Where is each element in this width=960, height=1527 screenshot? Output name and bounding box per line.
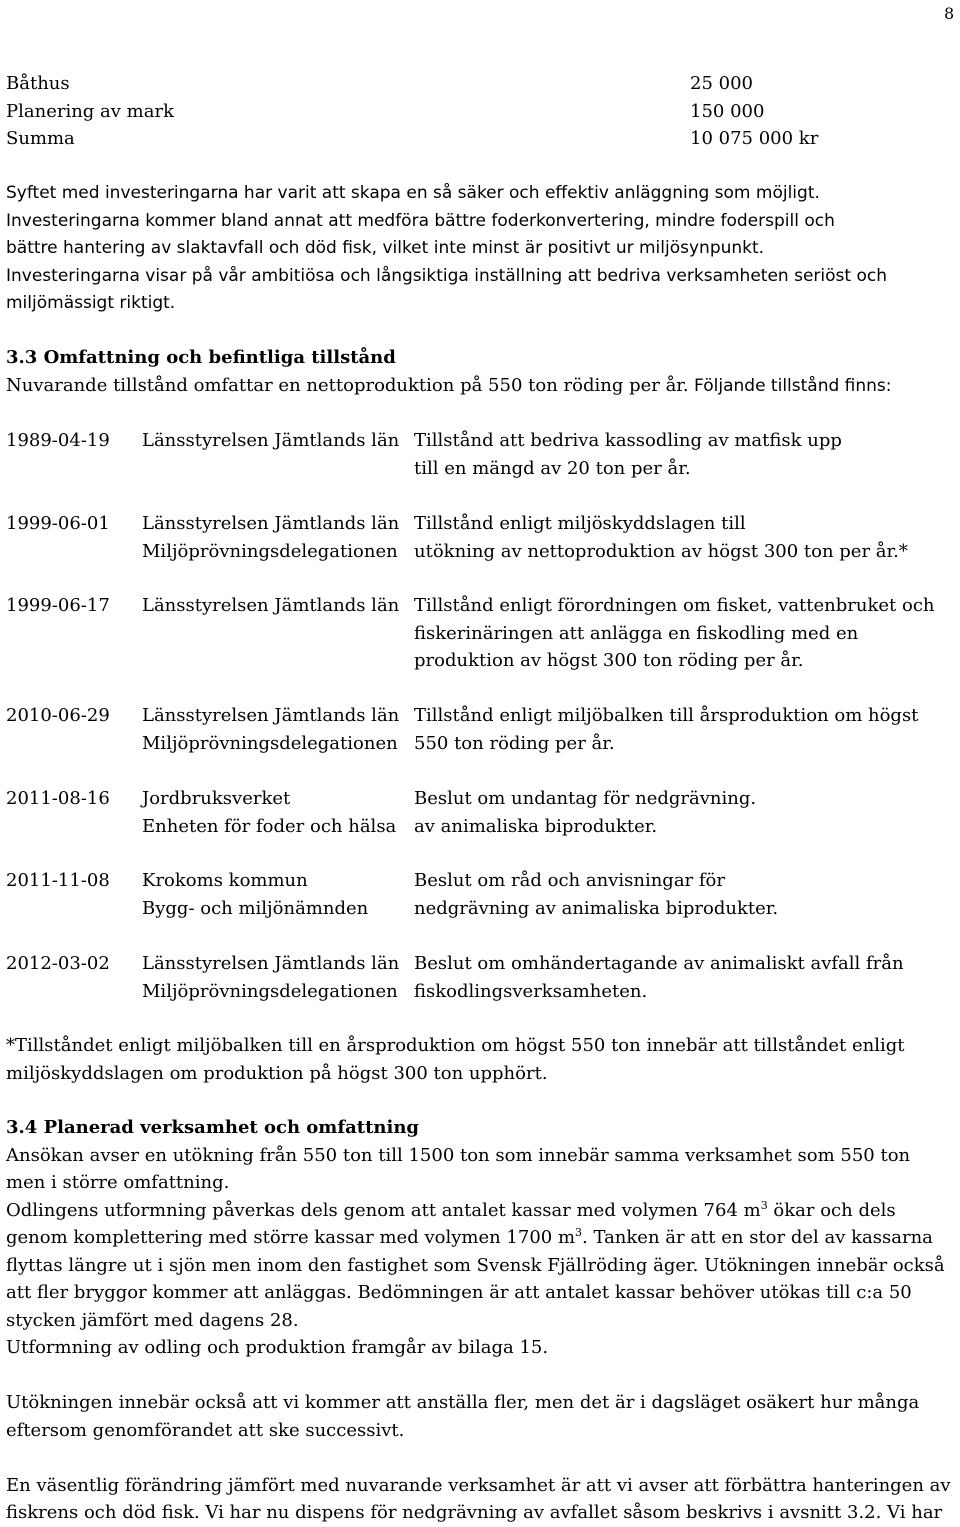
- superscript: 3: [760, 1198, 768, 1212]
- permit-date: 2012-03-02: [6, 953, 110, 974]
- description-line: 550 ton röding per år.: [414, 732, 615, 754]
- cost-row: [6, 98, 956, 126]
- permit-date: 2011-08-16: [6, 788, 110, 809]
- description-line: fiskerinäringen att anlägga en fiskodling med en: [414, 622, 859, 644]
- description-line: fiskodlingsverksamheten.: [414, 980, 648, 1002]
- cost-value: 10 075 000 kr: [690, 128, 819, 149]
- text-line: Utökningen innebär också att vi kommer att anställa fler, men det är i dagsläget osäkert hur många: [6, 1392, 920, 1413]
- purpose-paragraph: [6, 180, 956, 318]
- section-3-4: [6, 1114, 956, 1527]
- section-heading: 3.3 Omfattning och befintliga tillstånd: [6, 347, 396, 368]
- permit-authority: [142, 785, 414, 840]
- section-intro: [6, 372, 956, 401]
- text-line: miljöskyddslagen om produktion på högst 300 ton upphört.: [6, 1062, 548, 1084]
- authority-line: Miljöprövningsdelegationen: [142, 540, 398, 562]
- description-line: nedgrävning av animaliska biprodukter.: [414, 897, 779, 919]
- text-span: . Tanken är att en stor del av kassarna: [582, 1227, 933, 1248]
- permit-entry: [6, 785, 956, 840]
- permit-description: [414, 592, 956, 675]
- cost-value: 150 000: [690, 100, 765, 122]
- permit-authority: [142, 867, 414, 922]
- permit-date: 1989-04-19: [6, 430, 110, 451]
- permit-entry: [6, 592, 956, 675]
- description-line: Tillstånd enligt miljöbalken till årsproduktion om högst: [414, 705, 919, 726]
- cost-row: [6, 125, 956, 153]
- authority-line: Krokoms kommun: [142, 870, 308, 891]
- text-line: Ansökan avser en utökning från 550 ton till 1500 ton som innebär samma verksamhet som 550 ton: [6, 1144, 911, 1166]
- authority-line: Jordbruksverket: [142, 788, 291, 809]
- text-line: men i större omfattning.: [6, 1172, 230, 1193]
- text-line: att fler bryggor kommer att anläggas. Bedömningen är att antalet kassar behöver utökas till c:a 50: [6, 1282, 912, 1303]
- authority-line: Enheten för foder och hälsa: [142, 815, 397, 837]
- paragraph: [6, 1472, 956, 1527]
- permit-entry: [6, 427, 956, 482]
- description-line: Beslut om omhändertagande av animaliskt avfall från: [414, 953, 904, 974]
- cost-label: Båthus: [6, 73, 70, 94]
- paragraph: [6, 1389, 956, 1444]
- text-line: bättre hantering av slaktavfall och död fisk, vilket inte minst är positivt ur miljösynpunkt.: [6, 238, 765, 258]
- cost-label: Summa: [6, 128, 75, 149]
- cost-list: [6, 70, 956, 153]
- permit-authority: [142, 427, 414, 482]
- authority-line: Länsstyrelsen Jämtlands län: [142, 430, 400, 451]
- text-line: [6, 1197, 956, 1225]
- intro-text-sans: Följande tillstånd finns:: [688, 375, 892, 396]
- permit-authority: [142, 950, 414, 1005]
- text-span: ökar och dels: [767, 1199, 896, 1221]
- permit-date: 2010-06-29: [6, 705, 110, 726]
- permit-date: 1999-06-17: [6, 595, 110, 616]
- footnote: [6, 1032, 956, 1087]
- description-line: Beslut om undantag för nedgrävning.: [414, 788, 757, 809]
- permit-date: 2011-11-08: [6, 870, 110, 891]
- description-line: utökning av nettoproduktion av högst 300 ton per år.*: [414, 540, 908, 562]
- description-line: till en mängd av 20 ton per år.: [414, 457, 691, 479]
- text-line: Investeringarna visar på vår ambitiösa och långsiktiga inställning att bedriva verksamheten seriöst och: [6, 265, 887, 286]
- description-line: produktion av högst 300 ton röding per år.: [414, 650, 804, 671]
- text-line: En väsentlig förändring jämfört med nuvarande verksamhet är att vi avser att förbättra hanteringen av: [6, 1474, 951, 1496]
- text-span: Odlingens utformning påverkas dels genom att antalet kassar med volymen 764 m: [6, 1199, 761, 1221]
- permit-description: [414, 427, 956, 482]
- section-3-3: [6, 344, 956, 400]
- description-line: Tillstånd enligt förordningen om fisket, vattenbruket och: [414, 595, 935, 616]
- cost-row: [6, 70, 956, 98]
- permit-entry: [6, 510, 956, 565]
- permit-entry: [6, 702, 956, 757]
- section-heading: 3.4 Planerad verksamhet och omfattning: [6, 1117, 419, 1138]
- permit-authority: [142, 510, 414, 565]
- text-line: [6, 1224, 956, 1252]
- cost-label: Planering av mark: [6, 100, 174, 122]
- authority-line: Miljöprövningsdelegationen: [142, 980, 398, 1002]
- text-line: stycken jämfört med dagens 28.: [6, 1309, 299, 1331]
- description-line: Beslut om råd och anvisningar för: [414, 870, 725, 891]
- text-line: eftersom genomförandet att ske successivt.: [6, 1419, 405, 1441]
- permit-description: [414, 950, 956, 1005]
- permit-description: [414, 702, 956, 757]
- authority-line: Länsstyrelsen Jämtlands län: [142, 595, 400, 616]
- text-line: Syftet med investeringarna har varit att skapa en så säker och effektiv anläggning som möjligt.: [6, 183, 820, 203]
- authority-line: Länsstyrelsen Jämtlands län: [142, 513, 400, 534]
- authority-line: Länsstyrelsen Jämtlands län: [142, 953, 400, 974]
- text-line: Investeringarna kommer bland annat att medföra bättre foderkonvertering, mindre foderspill och: [6, 210, 835, 231]
- permit-entry: [6, 867, 956, 922]
- text-line: miljömässigt riktigt.: [6, 293, 176, 313]
- permit-date: 1999-06-01: [6, 513, 110, 534]
- text-line: *Tillståndet enligt miljöbalken till en årsproduktion om högst 550 ton innebär att tillståndet enligt: [6, 1035, 905, 1056]
- authority-line: Bygg- och miljönämnden: [142, 897, 369, 919]
- permit-description: [414, 785, 956, 840]
- description-line: Tillstånd att bedriva kassodling av matfisk upp: [414, 430, 842, 451]
- text-line: flyttas längre ut i sjön men inom den fastighet som Svensk Fjällröding äger. Utökningen innebär också: [6, 1254, 945, 1276]
- page-number: 8: [944, 4, 955, 23]
- permit-description: [414, 510, 956, 565]
- superscript: 3: [575, 1226, 583, 1239]
- cost-value: 25 000: [690, 73, 753, 94]
- paragraph: [6, 1142, 956, 1197]
- paragraph: [6, 1197, 956, 1362]
- permit-description: [414, 867, 956, 922]
- text-line: Utformning av odling och produktion framgår av bilaga 15.: [6, 1337, 549, 1358]
- authority-line: Länsstyrelsen Jämtlands län: [142, 705, 400, 726]
- description-line: av animaliska biprodukter.: [414, 815, 658, 837]
- permit-entry: [6, 950, 956, 1005]
- permit-authority: [142, 592, 414, 675]
- description-line: Tillstånd enligt miljöskyddslagen till: [414, 513, 746, 534]
- intro-text: Nuvarande tillstånd omfattar en nettoproduktion på 550 ton röding per år.: [6, 374, 689, 396]
- permit-authority: [142, 702, 414, 757]
- text-span: genom komplettering med större kassar med volymen 1700 m: [6, 1227, 576, 1248]
- authority-line: Miljöprövningsdelegationen: [142, 732, 398, 754]
- text-line: fiskrens och död fisk. Vi har nu dispens för nedgrävning av avfallet såsom beskrivs i avsnitt 3.2. Vi har: [6, 1502, 943, 1523]
